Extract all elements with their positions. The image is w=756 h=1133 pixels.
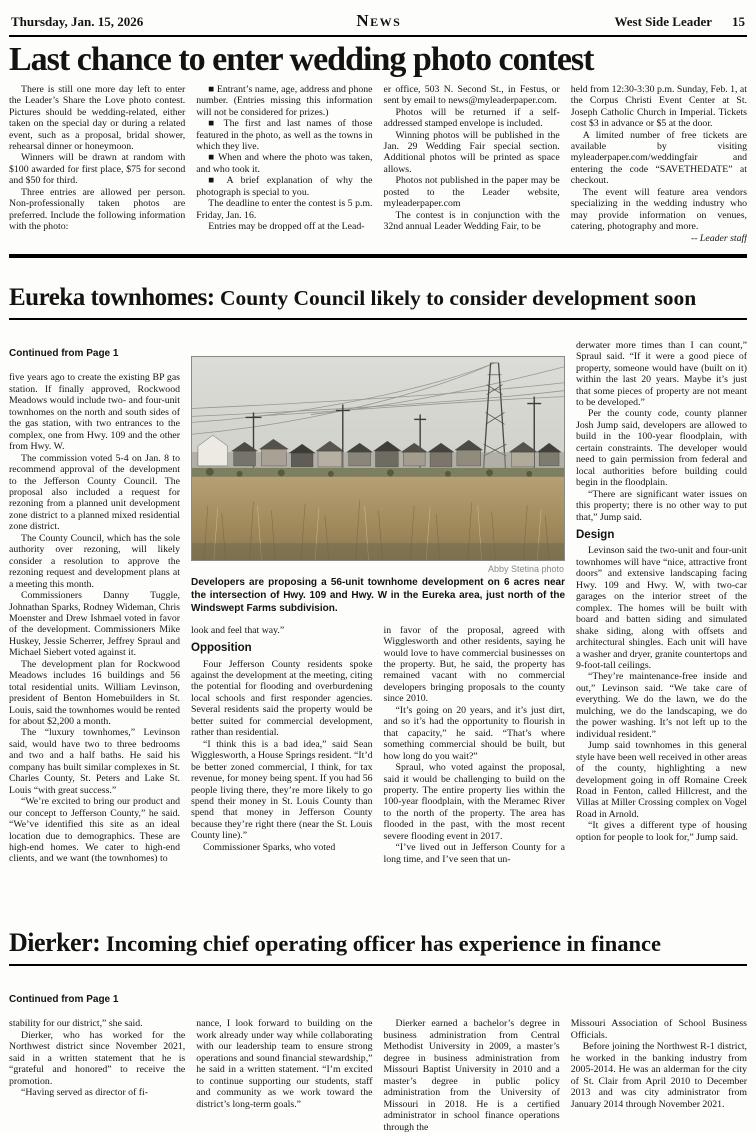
article-paragraph: Four Jefferson County residents spoke against the development at the meeting, citing the potential for flooding and overburdening local schools and first responder agencies. Several residents said the property would be better suited for commercial development, rather than residential. — [191, 658, 373, 739]
news-photo-figure — [191, 356, 565, 616]
article-paragraph: ■ The first and last names of those featured in the photo, as well as the towns in which they live. — [196, 118, 373, 152]
story3-column-1 — [9, 986, 185, 1133]
page-header — [9, 5, 747, 37]
article-paragraph: Dierker earned a bachelor’s degree in business administration from Central Methodist University in 2009, a master’s degree in business administration from Missouri Baptist University in 2010 and a master’s degree in public policy administration from the University of Missouri in 2018. He is a certified administrator in school finance operations through the — [383, 1018, 560, 1133]
section-subhead: Design — [576, 529, 615, 541]
article-paragraph: Photos will be returned if a self-addressed stamped envelope is included. — [383, 106, 560, 130]
article-paragraph: -- Leader staff — [690, 232, 747, 244]
article-paragraph: The event will feature area vendors specializing in the wedding industry who may provide information on venues, catering, photography and more. — [570, 186, 747, 233]
article-paragraph: The deadline to enter the contest is 5 p.m. Friday, Jan. 16. — [196, 198, 373, 221]
article-paragraph: Spraul, who voted against the proposal, said it would be challenging to build on the property. The entire property lies within the 100-year floodplain, with the Meramec River to the north of the property. The area has flooded in the past, with the most recent severe flooding event in 2017. — [383, 762, 565, 842]
article-paragraph: Commissioner Sparks, who voted — [203, 841, 336, 853]
story3-headline-rest: Incoming chief operating officer has experience in finance — [100, 930, 662, 956]
article-paragraph: held from 12:30-3:30 p.m. Sunday, Feb. 1, at the Corpus Christi Event Center at St. Joseph Catholic Church in Imperial. Tickets cost $3 in advance or $5 at the door. — [570, 83, 747, 130]
story3-kicker: Dierker: — [9, 927, 101, 957]
story2-column-4 — [576, 340, 747, 902]
article-paragraph: “I think this is a bad idea,” said Sean Wigglesworth, a House Springs resident. “It’d be better zoned commercial, I think, for tax revenue, for money being spent. If you had 56 people living there, they’re more likely to go spend their money in St. Louis County than spend that money in Jefferson County because they’re right there (near the St. Louis County line).” — [191, 738, 373, 842]
story3-column-1-text — [9, 1018, 185, 1098]
article-paragraph: Entries may be dropped off at the Lead- — [208, 221, 365, 233]
article-paragraph: “Having served as director of fi- — [21, 1087, 149, 1099]
story3-column-4 — [571, 986, 747, 1133]
article-paragraph: Three entries are allowed per person. Non-professionally taken photos are preferred. Include the following information with the photo: — [9, 186, 186, 233]
story2-middle-columns — [191, 625, 565, 866]
article-paragraph: Photos not published in the paper may be posted to the Leader website, myleaderpaper.com — [383, 175, 560, 210]
townhome-field-photo — [191, 356, 565, 561]
story1-column-4 — [571, 84, 747, 249]
story3-column-3 — [384, 986, 560, 1133]
article-paragraph: “I’ve lived out in Jefferson County for a long time, and I’ve seen that un- — [383, 842, 565, 865]
article-paragraph: ■ A brief explanation of why the photograph is special to you. — [196, 175, 373, 198]
section-title: News — [356, 11, 402, 30]
article-paragraph: Missouri Association of School Business Officials. — [570, 1018, 747, 1041]
article-paragraph: The development plan for Rockwood Meadows includes 16 buildings and 56 total residential units. William Levinson, president of Benton Homebuilders in St. Louis, said the townhomes would be rented for about $2,200 a month. — [9, 658, 180, 728]
story2-column-1 — [9, 340, 180, 902]
story2-column-3 — [384, 625, 566, 866]
article-paragraph: Winners will be drawn at random with $100 awarded for first place, $75 for second and $50 for third. — [9, 152, 186, 187]
article-paragraph: Per the county code, county planner Josh Jump said, developers are allowed to build in the 100-year floodplain, with certain constraints. The developer would need to gain permission from federal and local authorities before building could begin in the floodplain. — [576, 408, 747, 489]
story2-column-2 — [191, 625, 373, 866]
story2-column-1-text — [9, 372, 180, 864]
article-paragraph: “There are significant water issues on this property; there is no other way to put that,” Jump said. — [576, 488, 747, 523]
story2-headline — [9, 278, 747, 320]
story2-middle — [191, 340, 565, 902]
section-subhead: Opposition — [191, 642, 252, 655]
article-paragraph: “They’re maintenance-free inside and out,” Levinson said. “We take care of everything. We do the lawn, we do the mulching, we do the landscaping, we do the power washing. It’s not left up to the individual resident.” — [576, 671, 747, 740]
article-paragraph: Levinson said the two-unit and four-unit townhomes will have “nice, attractive front doors” and extensive landscaping facing Hwy. 109 and Hwy. W, with two-car garages on the interior street of the complex. The homes will be built with board and batten siding and simulated shake siding, along with offsets and architectural shingles. Each unit will have a washer and dryer, granite countertops and 9-foot-tall ceilings. — [576, 545, 747, 671]
article-paragraph: The “luxury townhomes,” Levinson said, would have two to three bedrooms and two and a half baths. He said his company has built similar complexes in St. Charles County, St. Peters and Lake St. Louis “with great success.” — [9, 727, 180, 796]
photo-credit: Abby Stetina photo — [487, 563, 564, 574]
article-paragraph: ■ When and where the photo was taken, and who took it. — [196, 152, 373, 175]
story1-columns — [9, 84, 747, 249]
article-paragraph: The County Council, which has the sole authority over rezoning, will likely consider a resolution to approve the rezoning request and development plans at a meeting this month. — [9, 532, 180, 590]
continued-from-label: Continued from Page 1 — [9, 993, 119, 1005]
article-paragraph: Dierker, who has worked for the Northwest district since November 2021, said in a written statement that he is “grateful and honored” to receive the promotion. — [9, 1029, 186, 1087]
article-paragraph: “We’re excited to bring our product and our concept to Jefferson County,” he said. “We’ve identified this site as an ideal location due to demographics. These are high-end homes. We cater to high-end clients, and we want (the townhomes) to — [9, 796, 180, 865]
article-paragraph: A limited number of free tickets are available by visiting myleaderpaper.com/weddingfair and entering the code “SAVETHEDATE” at checkout. — [570, 129, 747, 187]
article-paragraph: The contest is in conjunction with the 32nd annual Leader Wedding Fair, to be — [383, 209, 560, 233]
page-number: 15 — [731, 14, 745, 29]
article-paragraph: Before joining the Northwest R-1 district, he worked in the banking industry from 2005-2014. He was an alderman for the city of St. Clair from April 2010 to December 2013 and was city administrator from January 2014 through November 2021. — [570, 1041, 747, 1110]
story3-columns — [9, 986, 747, 1133]
article-paragraph: look and feel that way.” — [191, 624, 285, 636]
article-paragraph: There is still one more day left to enter the Leader’s Share the Love photo contest. Pictures should be wedding-related, either taken on the special day or during a related event, such as a proposal, bridal shower, rehearsal dinner or honeymoon. — [9, 83, 186, 152]
article-paragraph: “It’s going on 20 years, and it’s just dirt, and so it’s had the opportunity to flourish in that capacity,” he said. “That’s where something commercial should be built, but how long do you wait?” — [383, 704, 565, 762]
story1-headline: Last chance to enter wedding photo contest — [9, 41, 594, 78]
article-paragraph: Jump said townhomes in this general style have been well received in other areas of the county, highlighting a new development going in off Romaine Creek Road in Fenton, called Hillcrest, and the Villas at Miller Crossing complex on Vogel Road in Arnold. — [576, 740, 747, 820]
header-date: Thursday, Jan. 15, 2026 — [11, 14, 144, 29]
story3-column-4-text — [571, 1018, 747, 1110]
story2-body — [9, 340, 747, 902]
story1-column-3 — [384, 84, 560, 249]
story-dierker — [9, 922, 747, 1133]
paper-name: West Side Leader — [614, 14, 712, 29]
story3-column-3-text — [384, 1018, 560, 1133]
field-subdivision-illustration — [192, 357, 564, 560]
article-paragraph: stability for our district,” she said. — [9, 1018, 143, 1030]
story2-kicker: Eureka townhomes: — [9, 283, 215, 311]
article-paragraph: The commission voted 5-4 on Jan. 8 to recommend approval of the development to the Jefferson County Council. The proposal also included a request for rezoning from a planned unit development zone district to a planned mixed residential zone district. — [9, 452, 180, 533]
story3-column-2-text — [196, 1018, 372, 1110]
continued-from-label: Continued from Page 1 — [9, 347, 119, 359]
story2-headline-rest: County Council likely to consider development soon — [214, 285, 697, 310]
story3-column-2 — [196, 986, 372, 1133]
story-wedding-contest — [9, 42, 747, 249]
article-paragraph: five years ago to create the existing BP gas station. If finally approved, Rockwood Meadows would include two- and four-unit townhomes on the north and south sides of the gas station, with two entrances to the complex, one from Hwy. 109 and the other from Hwy. W. — [9, 372, 180, 453]
article-paragraph: Winning photos will be published in the Jan. 29 Wedding Fair special section. Additional photos will be printed as space allows. — [383, 129, 560, 175]
section-divider-rule — [9, 254, 747, 258]
header-right — [614, 14, 745, 30]
photo-caption: Developers are proposing a 56-unit townhome development on 6 acres near the intersection of Hwy. 109 and Hwy. W in the Eureka area, just north of the Windswept Farms subdivision. — [191, 577, 565, 614]
photo-caption-block — [191, 564, 565, 616]
story3-headline — [9, 922, 747, 966]
story1-column-1 — [9, 84, 185, 249]
article-paragraph: nance, I look forward to building on the work already under way while collaborating with our leadership team to ensure strong operations and sound financial stewardship,” he said in a written statement. “I’m excited to continue supporting our students, staff and community as we work toward the district’s long-term goals.” — [196, 1018, 373, 1110]
article-paragraph: er office, 503 N. Second St., in Festus, or sent by email to news@myleaderpaper.com. — [383, 83, 560, 107]
article-paragraph: “It gives a different type of housing option for people to look for,” Jump said. — [576, 820, 747, 843]
story-eureka-townhomes — [9, 278, 747, 902]
article-paragraph: ■ Entrant’s name, age, address and phone number. (Entries missing this information will not be considered for prizes.) — [196, 83, 373, 118]
article-paragraph: Commissioners Danny Tuggle, Johnathan Sparks, Rodney Wideman, Chris Moenster and Drew Ishmael voted in favor of the development. Commissioners Mike Huskey, Jessie Scherrer, Jeffrey Spraul and Michael Siebert voted against it. — [9, 590, 180, 659]
article-paragraph: derwater more times than I can count,” Spraul said. “If it were a good piece of property, someone would have (built on it) within the last 20 years. Maybe it’s just that some pieces of property are not meant to be developed.” — [576, 339, 747, 409]
article-paragraph: in favor of the proposal, agreed with Wigglesworth and other residents, saying he would love to have commercial businesses on the property. But, he said, the property has remained vacant with no commercial developers bringing proposals to the county since 2010. — [383, 624, 565, 705]
story1-column-2 — [196, 84, 372, 249]
